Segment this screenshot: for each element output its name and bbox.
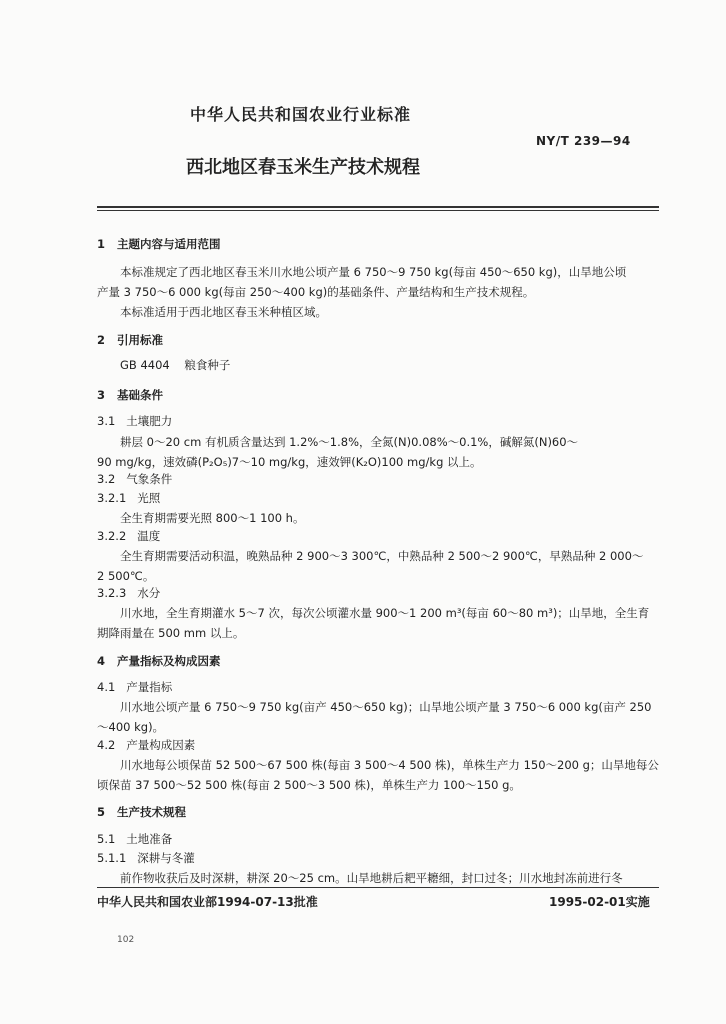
- paragraph-line: 2 500℃。: [97, 569, 155, 583]
- subsection-number: 3.2: [97, 472, 116, 486]
- section-number: 5: [97, 805, 106, 819]
- paragraph-line: 全生育期需要活动积温，晚熟品种 2 900～3 300℃，中熟品种 2 500～2 900℃，早熟品种 2 000～: [120, 549, 644, 563]
- subsection-number: 3.1: [97, 414, 116, 428]
- subsection-title: 土地准备: [126, 832, 173, 846]
- section-title: 引用标准: [117, 333, 164, 347]
- paragraph-line: 本标准适用于西北地区春玉米种植区域。: [120, 305, 327, 319]
- subsection-number: 5.1: [97, 832, 116, 846]
- subsection-3-2-1: [97, 491, 160, 506]
- paragraph-line: 期降雨量在 500 mm 以上。: [97, 626, 245, 640]
- paragraph-line: 顷保苗 37 500～52 500 株(每亩 2 500～3 500 株)，单株生产力 100～150 g。: [97, 778, 521, 792]
- section-title: 主题内容与适用范围: [117, 237, 221, 251]
- section-number: 1: [97, 237, 106, 251]
- header-rule-top: [97, 206, 659, 208]
- footer-rule: [97, 887, 659, 888]
- paragraph-line: 本标准规定了西北地区春玉米川水地公顷产量 6 750～9 750 kg(每亩 450～650 kg)，山旱地公顷: [120, 265, 627, 279]
- section-1-heading: [97, 236, 221, 252]
- approval-line: 中华人民共和国农业部1994-07-13批准: [97, 895, 318, 909]
- paragraph-line: 前作物收获后及时深耕，耕深 20～25 cm。山旱地耕后耙平耱细，封口过冬；川水地封冻前进行冬: [120, 871, 623, 885]
- section-2-heading: [97, 332, 163, 348]
- section-title: 生产技术规程: [117, 805, 187, 819]
- subsection-3-2: [97, 472, 172, 487]
- paragraph-line: ～400 kg)。: [97, 720, 165, 734]
- subsection-title: 温度: [137, 529, 161, 543]
- reference-code: GB 4404: [120, 358, 170, 372]
- subsection-number: 3.2.1: [97, 491, 127, 505]
- subsection-number: 4.2: [97, 738, 116, 752]
- subsection-number: 4.1: [97, 680, 116, 694]
- subsection-number: 5.1.1: [97, 851, 127, 865]
- subsection-number: 3.2.2: [97, 529, 127, 543]
- implementation-date: 1995-02-01实施: [549, 895, 650, 909]
- paragraph-line: 川水地，全生育期灌水 5～7 次，每次公顷灌水量 900～1 200 m³(每亩 60～80 m³)；山旱地，全生育: [120, 606, 650, 620]
- paragraph-line: 全生育期需要光照 800～1 100 h。: [120, 511, 305, 525]
- paragraph-line: 90 mg/kg，速效磷(P₂O₅)7～10 mg/kg，速效钾(K₂O)100 mg/kg 以上。: [97, 455, 482, 469]
- section-number: 2: [97, 333, 106, 347]
- header-rule-bottom: [97, 210, 659, 211]
- paragraph-line: 川水地每公顷保苗 52 500～67 500 株(每亩 3 500～4 500 株)，单株生产力 150～200 g；山旱地每公: [120, 758, 659, 772]
- org-title: 中华人民共和国农业行业标准: [190, 105, 412, 124]
- section-number: 3: [97, 388, 106, 402]
- subsection-title: 水分: [137, 586, 161, 600]
- paragraph-line: 产量 3 750～6 000 kg(每亩 250～400 kg)的基础条件、产量结构和生产技术规程。: [97, 285, 535, 299]
- subsection-3-2-3: [97, 586, 160, 601]
- subsection-title: 产量构成因素: [126, 738, 196, 752]
- subsection-5-1: [97, 832, 172, 847]
- subsection-title: 深耕与冬灌: [137, 851, 195, 865]
- paragraph-line: 川水地公顷产量 6 750～9 750 kg(亩产 450～650 kg)；山旱地公顷产量 3 750～6 000 kg(亩产 250: [120, 700, 652, 714]
- subsection-3-1: [97, 414, 172, 429]
- subsection-title: 产量指标: [126, 680, 173, 694]
- subsection-title: 光照: [137, 491, 161, 505]
- paragraph-line: 耕层 0～20 cm 有机质含量达到 1.2%～1.8%，全氮(N)0.08%～0.1%，碱解氮(N)60～: [120, 435, 579, 449]
- document-title: 西北地区春玉米生产技术规程: [186, 157, 420, 178]
- subsection-title: 土壤肥力: [126, 414, 173, 428]
- subsection-title: 气象条件: [126, 472, 173, 486]
- section-title: 产量指标及构成因素: [117, 654, 221, 668]
- section-5-heading: [97, 804, 186, 820]
- standard-code: NY/T 239—94: [536, 134, 631, 148]
- reference-name: 粮食种子: [184, 358, 231, 372]
- section-number: 4: [97, 654, 106, 668]
- subsection-number: 3.2.3: [97, 586, 127, 600]
- subsection-4-1: [97, 680, 172, 695]
- subsection-4-2: [97, 738, 195, 753]
- reference-entry: [120, 358, 230, 373]
- section-3-heading: [97, 387, 163, 403]
- section-title: 基础条件: [117, 388, 164, 402]
- section-4-heading: [97, 653, 221, 669]
- page-number: 102: [117, 935, 135, 945]
- subsection-3-2-2: [97, 529, 160, 544]
- subsection-5-1-1: [97, 851, 195, 866]
